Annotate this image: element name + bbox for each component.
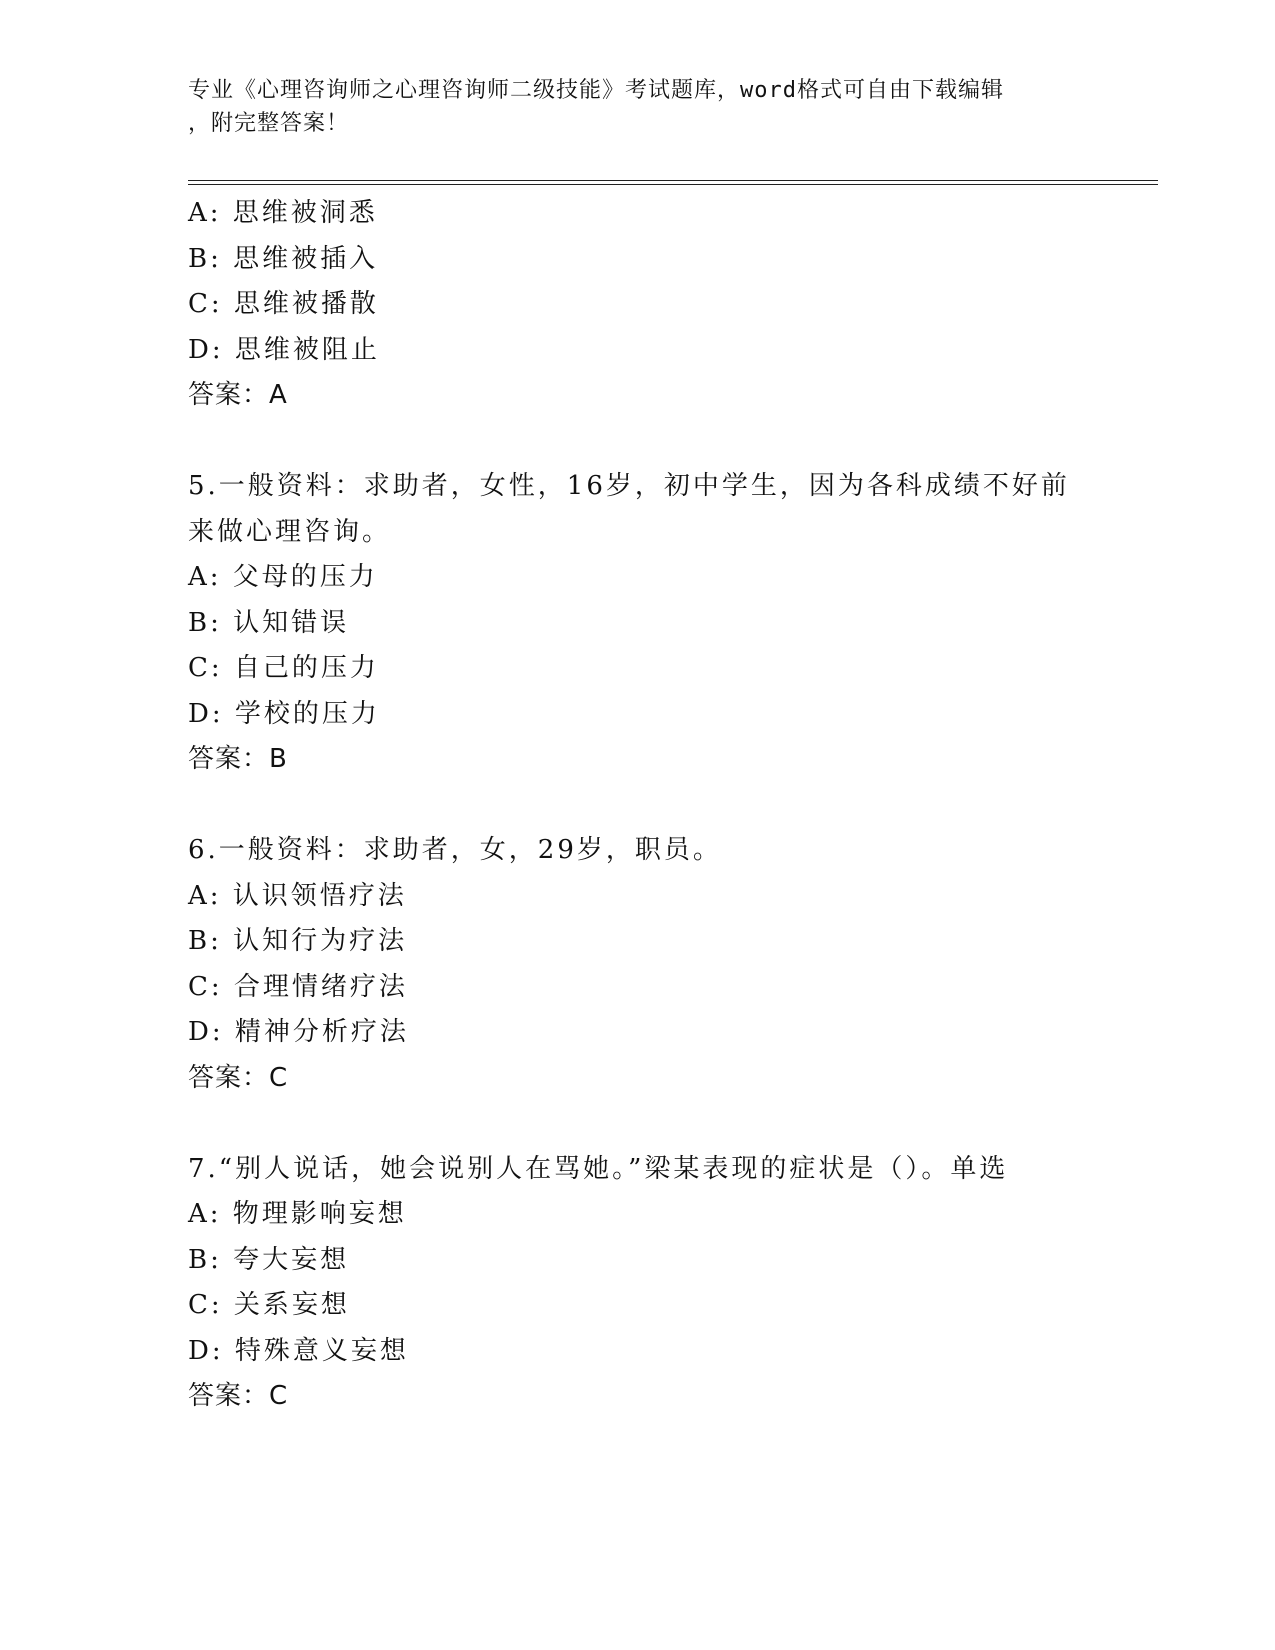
question-stem: 7.“别人说话，她会说别人在骂她。”梁某表现的症状是（）。单选 <box>188 1153 1009 1184</box>
option-d: D: 精神分析疗法 <box>188 1017 409 1047</box>
option-c: C: 关系妄想 <box>188 1290 350 1320</box>
header-divider <box>188 180 1158 185</box>
option-d: D: 特殊意义妄想 <box>188 1335 409 1366</box>
answer: 答案：C <box>188 1062 289 1093</box>
spacer <box>188 419 1088 465</box>
option-b: B: 认知错误 <box>188 607 350 638</box>
header-line-2: ，附完整答案！ <box>188 111 350 136</box>
answer: 答案：A <box>188 380 288 410</box>
question-6 <box>188 828 1088 1101</box>
option-a: A: 父母的压力 <box>188 562 378 592</box>
option-c: C: 思维被播散 <box>188 289 379 319</box>
option-c: C: 合理情绪疗法 <box>188 971 408 1002</box>
question-7 <box>188 1147 1088 1420</box>
answer: 答案：C <box>188 1381 289 1411</box>
question-list <box>188 191 1088 1420</box>
option-b: B: 思维被插入 <box>188 243 379 274</box>
option-a: A: 思维被洞悉 <box>188 198 378 228</box>
option-b: B: 夸大妄想 <box>188 1244 350 1275</box>
header-line-1: 专业《心理咨询师之心理咨询师二级技能》考试题库，word格式可自由下载编辑 <box>188 78 1004 103</box>
option-c: C: 自己的压力 <box>188 653 379 683</box>
spacer <box>188 783 1088 829</box>
spacer <box>188 1101 1088 1147</box>
question-4 <box>188 191 1088 419</box>
question-stem-continued: 来做心理咨询。 <box>188 516 392 547</box>
question-stem: 6.一般资料：求助者，女，29岁，职员。 <box>188 835 722 865</box>
answer: 答案：B <box>188 744 288 774</box>
document-header <box>188 74 1088 140</box>
question-5 <box>188 464 1088 783</box>
option-b: B: 认知行为疗法 <box>188 926 408 956</box>
option-a: A: 认识领悟疗法 <box>188 880 407 911</box>
question-stem: 5.一般资料：求助者，女性，16岁，初中学生，因为各科成绩不好前 <box>188 471 1070 501</box>
option-a: A: 物理影响妄想 <box>188 1199 407 1229</box>
option-d: D: 思维被阻止 <box>188 334 380 365</box>
option-d: D: 学校的压力 <box>188 698 380 729</box>
